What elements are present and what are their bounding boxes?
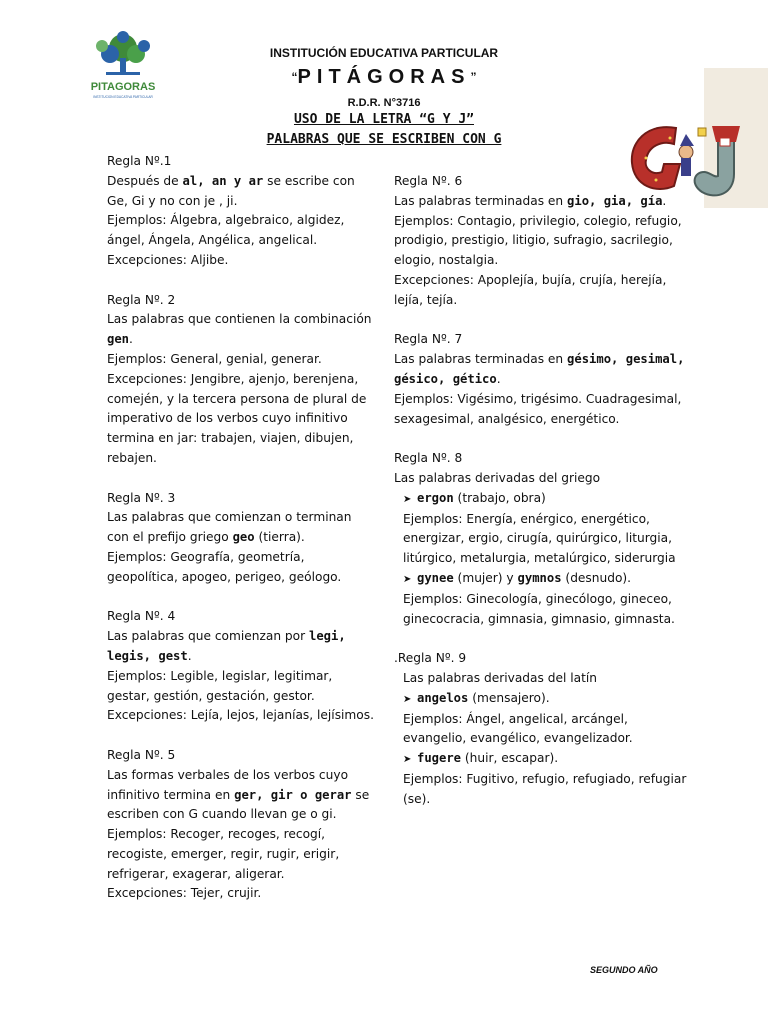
rule-title: Regla Nº. 2 <box>107 292 176 307</box>
rule-examples: Ejemplos: Geografía, geometría, geopolítica, apogeo, perigeo, geólogo. <box>107 549 342 584</box>
rule-statement <box>107 508 377 548</box>
pointer-icon: ➤ <box>403 493 412 505</box>
rule-examples: Ejemplos: Legible, legislar, legitimar, gestar, gestión, gestación, gestor. <box>107 668 333 703</box>
pointer-icon: ➤ <box>403 754 412 766</box>
rule-8 <box>394 449 694 629</box>
rule-examples: Ejemplos: Álgebra, algebraico, algidez, ángel, Ángela, Angélica, angelical. <box>107 213 345 248</box>
rule-text: (tierra). <box>254 530 305 545</box>
school-heading: INSTITUCIÓN EDUCATIVA PARTICULAR <box>269 46 499 60</box>
rule-statement: Las palabras derivadas del griego <box>394 470 601 485</box>
rule-2 <box>107 291 377 469</box>
rule-exceptions: Excepciones: Tejer, crujir. <box>107 886 262 901</box>
rule-text: Las palabras que contienen la combinación <box>107 312 372 327</box>
close-quote: ” <box>470 70 477 84</box>
rule-keyword: gio, gia, gía <box>567 193 663 208</box>
footer-grade: SEGUNDO AÑO <box>590 965 658 975</box>
rule-text: . <box>129 332 133 347</box>
rule-title: .Regla Nº. 9 <box>394 651 467 666</box>
rule-title: Regla Nº. 6 <box>394 174 463 188</box>
rule-9 <box>394 649 694 809</box>
rule-title: Regla Nº. 5 <box>107 747 176 762</box>
rule-title: Regla Nº. 4 <box>107 609 176 624</box>
rule-text: Las palabras terminadas en <box>394 352 568 367</box>
root-word: fugere <box>417 751 462 766</box>
root-word: gynee <box>417 570 454 585</box>
rule-examples: Ejemplos: Fugitivo, refugio, refugiado, refugiar (se). <box>403 771 687 806</box>
rule-statement <box>394 192 694 212</box>
rule-text: se escriben con G cuando llevan ge o gi. <box>107 787 370 822</box>
rule-keyword: ger, gir o gerar <box>234 787 352 802</box>
root-meaning: (mensajero). <box>468 690 550 705</box>
pointer-icon: ➤ <box>403 573 412 585</box>
rdr-number: R.D.R. N°3716 <box>347 97 421 109</box>
rule-1 <box>107 152 377 271</box>
rule-exceptions: Excepciones: Jengibre, ajenjo, berenjena, comején, y la tercera persona de plural de imperativo de los verbos cuyo infinitivo termina en jar: trabajen, viajen, dibujen, rebajen. <box>107 371 367 465</box>
sub-root <box>394 689 694 710</box>
rule-4 <box>107 607 377 726</box>
rule-text: Las formas verbales de los verbos cuyo infinitivo termina en <box>107 767 349 802</box>
root-meaning: (trabajo, obra) <box>453 490 546 505</box>
rule-examples: Ejemplos: Contagio, privilegio, colegio, refugio, prodigio, prestigio, litigio, sufragio, sacrilegio, elogio, nostalgia. <box>394 213 682 268</box>
rule-text: . <box>187 648 192 663</box>
rule-examples: Ejemplos: Energía, enérgico, energético, energizar, ergio, cirugía, quirúrgico, liturgia, litúrgico, metalurgia, metalúrgico, siderurgia <box>403 511 676 566</box>
rule-exceptions: Excepciones: Aljibe. <box>107 252 229 267</box>
root-word: gymnos <box>517 570 562 585</box>
rule-statement: Las palabras derivadas del latín <box>403 670 597 685</box>
rule-keyword: geo <box>232 530 255 545</box>
rule-title: Regla Nº. 8 <box>394 451 463 466</box>
root-word: ergon <box>417 490 454 505</box>
root-meaning: (desnudo). <box>561 570 632 585</box>
page-title: USO DE LA LETRA “G Y J” <box>293 112 474 127</box>
rule-text: Las palabras que comienzan por <box>107 629 309 644</box>
school-name-text: PITÁGORAS <box>297 66 471 88</box>
rule-keyword: gésimo, gesimal, gésico, gético <box>394 352 685 386</box>
sub-root <box>394 489 694 510</box>
rule-keyword: gen <box>107 332 130 347</box>
rule-6 <box>394 172 694 311</box>
logo-text: PITAGORAS <box>90 81 156 93</box>
right-column <box>394 172 694 829</box>
pointer-icon: ➤ <box>403 693 412 705</box>
rule-5 <box>107 746 377 904</box>
open-quote: “ <box>291 70 298 84</box>
rule-7 <box>394 330 694 429</box>
left-column <box>107 152 377 924</box>
rule-title: Regla Nº.1 <box>107 154 172 168</box>
rule-statement <box>107 310 377 350</box>
rule-3 <box>107 489 377 588</box>
rule-text: se escribe con Ge, Gi y no con je , ji. <box>107 173 355 208</box>
root-meaning: (huir, escapar). <box>461 751 559 766</box>
root-meaning: (mujer) y <box>453 570 518 585</box>
rule-exceptions: Excepciones: Apoplejía, bujía, crujía, herejía, lejía, tejía. <box>394 272 667 307</box>
rule-statement <box>394 350 694 390</box>
rule-examples: Ejemplos: Ginecología, ginecólogo, gineceo, ginecocracia, gimnasia, gimnasio, gimnasta. <box>403 591 675 626</box>
rule-keyword: legi, legis, gest <box>107 629 346 663</box>
rule-title: Regla Nº. 7 <box>394 332 463 347</box>
sub-root <box>394 569 694 590</box>
rule-statement <box>107 766 377 825</box>
rule-exceptions: Excepciones: Lejía, lejos, lejanías, lejísimos. <box>107 708 374 723</box>
rule-examples: Ejemplos: Recoger, recoges, recogí, recogiste, emerger, regir, rugir, erigir, refrigerar, exagerar, aligerar. <box>107 827 340 881</box>
rule-examples: Ejemplos: General, genial, generar. <box>107 351 322 366</box>
rule-text: . <box>662 193 667 208</box>
rule-examples: Ejemplos: Ángel, angelical, arcángel, evangelio, evangélico, evangelizador. <box>403 711 633 746</box>
root-word: angelos <box>417 690 469 705</box>
rule-text: Las palabras terminadas en <box>394 193 568 208</box>
rule-keyword: al, an y ar <box>182 173 264 188</box>
rule-text: . <box>496 371 501 386</box>
rule-statement <box>107 172 377 212</box>
sub-root <box>394 749 694 770</box>
rule-text: Las palabras que comienzan o terminan con el prefijo griego <box>107 510 352 545</box>
page-subtitle: PALABRAS QUE SE ESCRIBEN CON G <box>266 132 502 147</box>
logo-tagline: INSTITUCION EDUCATIVA PARTICULAR <box>93 95 153 99</box>
rule-statement <box>107 627 377 667</box>
rule-text: Después de <box>107 173 183 188</box>
rule-examples: Ejemplos: Vigésimo, trigésimo. Cuadragesimal, sexagesimal, analgésico, energético. <box>394 391 682 426</box>
rule-title: Regla Nº. 3 <box>107 490 176 505</box>
